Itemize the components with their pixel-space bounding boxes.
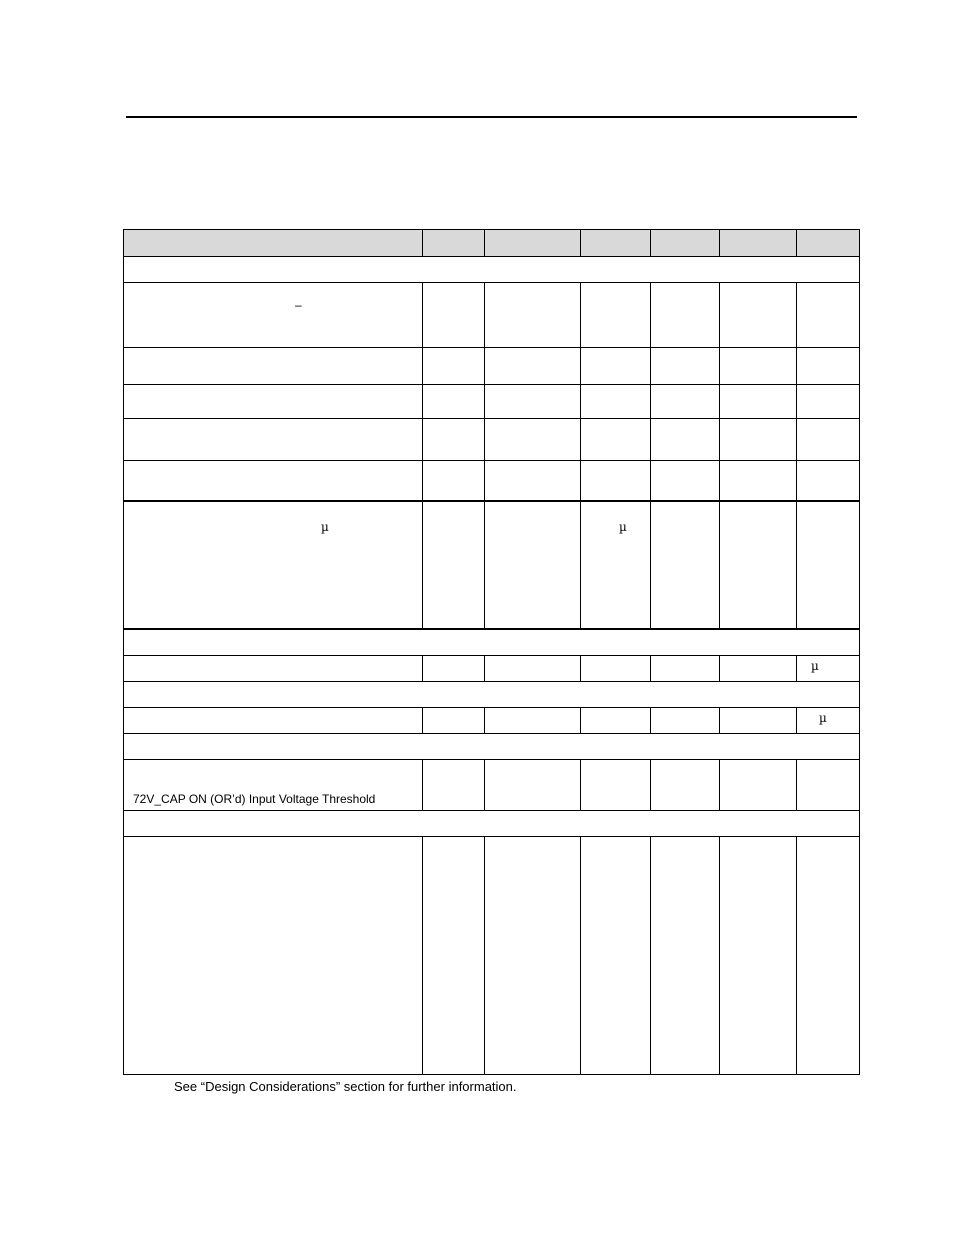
table-row [124,836,860,1074]
header-cell [485,230,581,257]
table-row [124,759,860,810]
header-cell [581,230,651,257]
threshold-label: 72V_CAP ON (OR’d) Input Voltage Threshold [133,791,376,806]
mu-symbol: µ [819,710,827,725]
section-row [124,257,860,283]
header-cell [124,230,423,257]
header-cell [423,230,485,257]
table-row [124,461,860,501]
header-cell [720,230,797,257]
section-row [124,733,860,759]
table-row [124,283,860,348]
section-row [124,629,860,656]
header-cell [651,230,720,257]
table-row [124,348,860,385]
table-row [124,707,860,733]
table-row [124,655,860,681]
header-cell [797,230,860,257]
mu-symbol: µ [619,519,627,534]
table-row [124,419,860,461]
section-row [124,681,860,707]
header-rule [126,116,857,118]
mu-symbol: µ [811,658,819,673]
table-header-row [124,230,860,257]
minus-symbol: – [295,298,302,312]
mu-symbol: µ [321,519,329,534]
table-row [124,385,860,419]
section-row [124,810,860,836]
table-row [124,501,860,629]
specification-table [123,229,860,1075]
footnote: See “Design Considerations” section for further information. [174,1079,517,1094]
